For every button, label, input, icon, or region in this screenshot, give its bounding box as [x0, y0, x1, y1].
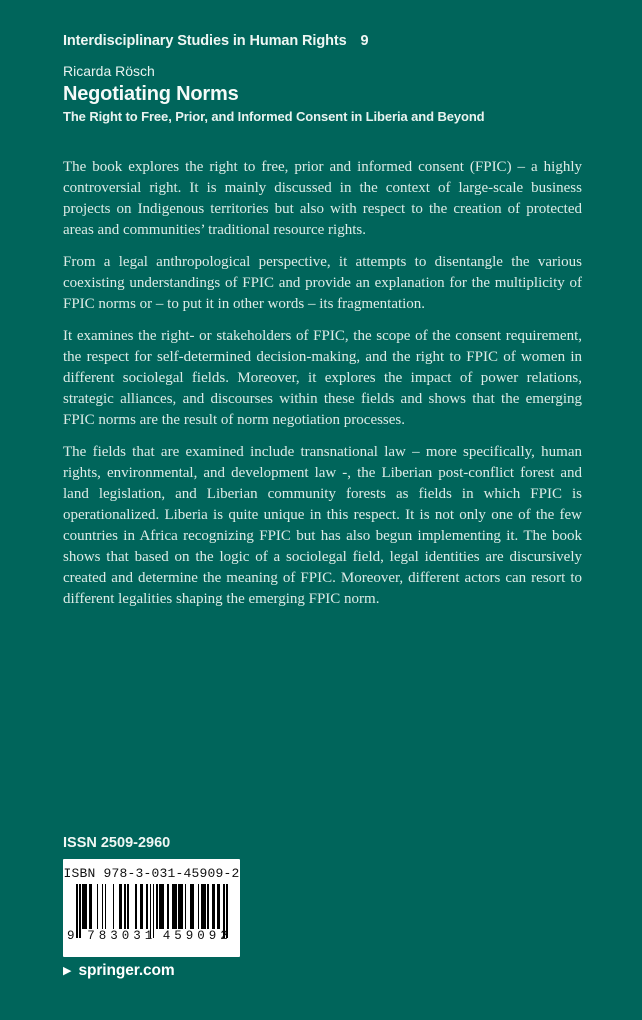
- publisher-website-text: springer.com: [78, 962, 175, 979]
- arrow-right-icon: ▶: [63, 964, 72, 977]
- isbn-barcode: [63, 859, 240, 957]
- barcode-bar: [86, 884, 88, 929]
- barcode-bar: [135, 884, 137, 929]
- barcode-bar: [204, 884, 206, 929]
- issn-label: ISSN 2509-2960: [63, 835, 171, 851]
- barcode-bar: [167, 884, 169, 929]
- barcode-bar: [142, 884, 144, 929]
- barcode-bar: [175, 884, 177, 929]
- barcode-bar: [102, 884, 104, 929]
- description-paragraph: The book explores the right to free, prior and informed consent (FPIC) – a highly controversial right. It is mainly discussed in the context of large-scale business projects on Indigenous territories but also with respect to the creation of protected areas and communities’ traditional resource rights.: [63, 159, 582, 238]
- book-subtitle: The Right to Free, Prior, and Informed Consent in Liberia and Beyond: [63, 109, 485, 124]
- barcode-bar: [207, 884, 209, 929]
- barcode-bar: [105, 884, 107, 929]
- barcode-bar: [198, 884, 200, 929]
- barcode-bar: [182, 884, 184, 929]
- barcode-bar: [185, 884, 187, 929]
- isbn-label: ISBN 978-3-031-45909-2: [63, 866, 240, 881]
- description-paragraph: It examines the right- or stakeholders of FPIC, the scope of the consent requirement, the respect for self-determined decision-making, and the right to FPIC of women in different sociolegal fields. Moreover, it explores the impact of power relations, strategic alliances, and discourses within these fields and shows that the emerging FPIC norms are the result of norm negotiation processes.: [63, 328, 582, 428]
- barcode-digits: [67, 929, 235, 943]
- series-title: [63, 33, 592, 49]
- series-number: 9: [360, 33, 369, 49]
- publisher-website: [63, 962, 175, 980]
- barcode-bar: [127, 884, 129, 929]
- barcode-bar: [146, 884, 148, 929]
- barcode-digit-group2: 459092: [162, 929, 232, 943]
- barcode-bar: [97, 884, 99, 929]
- barcode-bar: [214, 884, 216, 929]
- barcode-bar: [113, 884, 115, 929]
- barcode-digit-first: 9: [67, 929, 75, 943]
- cover-header: [63, 33, 592, 124]
- barcode-bar: [121, 884, 123, 929]
- barcode-bar: [156, 884, 158, 929]
- book-title: Negotiating Norms: [63, 83, 239, 105]
- barcode-bar: [90, 884, 92, 929]
- barcode-bar: [218, 884, 220, 929]
- barcode-bar: [124, 884, 126, 929]
- barcode-bar: [162, 884, 164, 929]
- barcode-digit-group1: 783031: [87, 929, 157, 943]
- book-description: [63, 157, 582, 621]
- description-paragraph: From a legal anthropological perspective, it attempts to disentangle the various coexisting understandings of FPIC and provide an explanation for the multiplicity of FPIC norms or – to put it in other words – its fragmentation.: [63, 254, 582, 312]
- barcode-bar: [193, 884, 195, 929]
- author-name: Ricarda Rösch: [63, 63, 155, 79]
- series-title-text: Interdisciplinary Studies in Human Rights: [63, 33, 347, 49]
- description-paragraph: The fields that are examined include transnational law – more specifically, human rights, environmental, and development law -, the Liberian post-conflict forest and land legislation, and Liberian community forests as fields in which FPIC is operationalized. Liberia is quite unique in this respect. It is not only one of the few countries in Africa recognizing FPIC but has also begun implementing it. The book shows that based on the logic of a sociolegal field, legal identities are discursively created and determine the meaning of FPIC. Moreover, different actors can resort to different legalities shaping the emerging FPIC norm.: [63, 444, 582, 607]
